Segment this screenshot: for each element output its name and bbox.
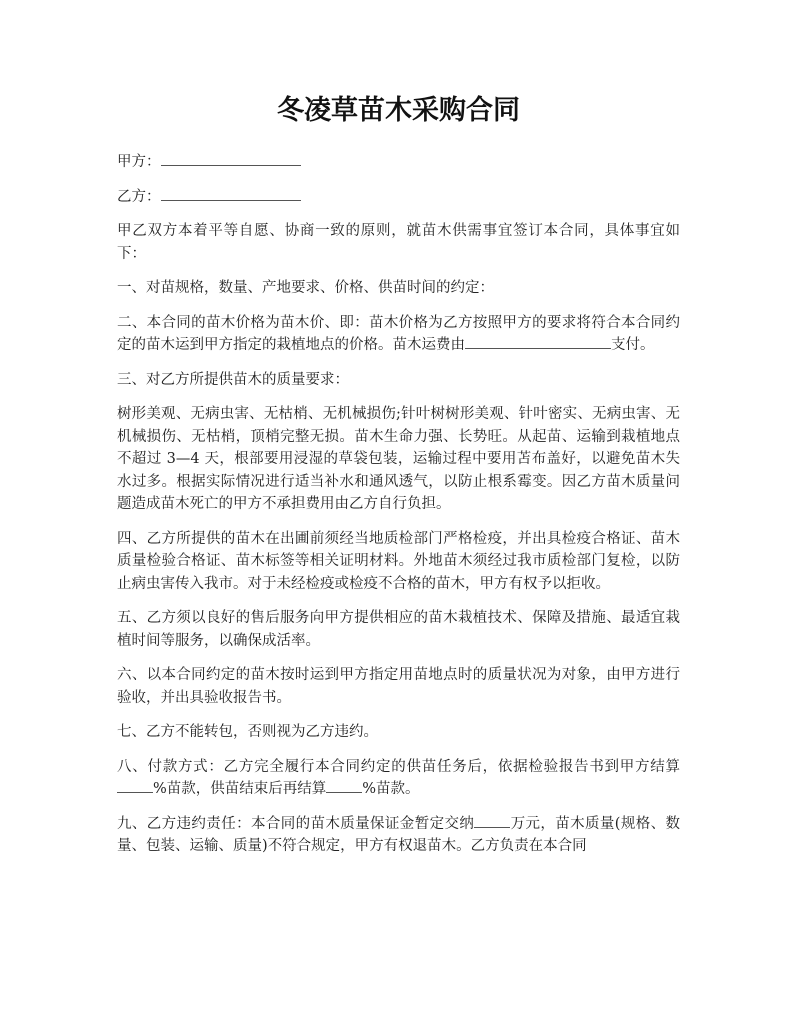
- clause-9-text: 九、乙方违约责任：本合同的苗木质量保证金暂定交纳: [117, 815, 475, 832]
- clause-2-tail: 支付。: [611, 337, 655, 353]
- clause-2: [117, 312, 680, 357]
- party-b-line: [117, 186, 680, 209]
- clause-8: [117, 756, 680, 801]
- clause-3-body: 树形美观、无病虫害、无枯梢、无机械损伤;针叶树树形美观、针叶密实、无病虫害、无机械损伤、无枯梢，顶梢完整无损。苗木生命力强、长势旺。从起苗、运输到栽植地点不超过 3—4 天，根部要用浸湿的草袋包装，运输过程中要用苫布盖好，以避免苗木失水过多。根据实际情况进行适当补水和通风透气，以防止根系霉变。因乙方苗木质量问题造成苗木死亡的甲方不承担费用由乙方自行负担。: [117, 406, 680, 512]
- party-a-label: 甲方：: [117, 154, 161, 170]
- clause-9-tail: 万元，苗木质量(规格、数量、包装、运输、质量)不符合规定，甲方有权退苗木。乙方负责在本合同: [117, 815, 681, 854]
- clause-8-text: 八、付款方式：乙方完全履行本合同约定的供苗任务后，依据检验报告书到甲方结算: [117, 758, 680, 775]
- clause-3: 三、对乙方所提供苗木的质量要求：: [117, 371, 349, 388]
- party-a-blank: [161, 151, 301, 166]
- clause-6: 六、以本合同约定的苗木按时运到甲方指定用苗地点时的质量状况为对象，由甲方进行验收，并出具验收报告书。: [117, 667, 680, 706]
- clause-5: 五、乙方须以良好的售后服务向甲方提供相应的苗木栽植技术、保障及措施、最适宜栽植时间等服务，以确保成活率。: [117, 610, 680, 649]
- clause-1: 一、对苗规格，数量、产地要求、价格、供苗时间的约定：: [117, 280, 494, 296]
- party-b-label: 乙方：: [117, 188, 161, 205]
- party-b-blank: [161, 186, 301, 201]
- first-payment-percent-blank: [117, 778, 153, 793]
- party-a-line: [117, 151, 680, 174]
- clause-8-tail: %苗款。: [362, 781, 420, 797]
- freight-payer-blank: [465, 334, 611, 349]
- document-title: 冬凌草苗木采购合同: [277, 95, 520, 126]
- clause-4: 四、乙方所提供的苗木在出圃前须经当地质检部门严格检疫，并出具检疫合格证、苗木质量检验合格证、苗木标签等相关证明材料。外地苗木须经过我市质检部门复检，以防止病虫害传入我市。对于未经检疫或检疫不合格的苗木，甲方有权予以拒收。: [117, 530, 680, 592]
- clause-7: 七、乙方不能转包，否则视为乙方违约。: [117, 724, 378, 740]
- clause-2-text: 二、本合同的苗木价格为苗木价、即：苗木价格为乙方按照甲方的要求将符合本合同约定的苗木运到甲方指定的栽植地点的价格。苗木运费由: [117, 314, 680, 353]
- clause-8-mid: %苗款，供苗结束后再结算: [153, 781, 327, 797]
- contract-body: [117, 151, 680, 858]
- intro-paragraph: 甲乙双方本着平等自愿、协商一致的原则，就苗木供需事宜签订本合同，具体事宜如下：: [117, 223, 680, 262]
- clause-9: [117, 813, 680, 858]
- final-payment-percent-blank: [326, 778, 362, 793]
- deposit-amount-blank: [474, 813, 510, 828]
